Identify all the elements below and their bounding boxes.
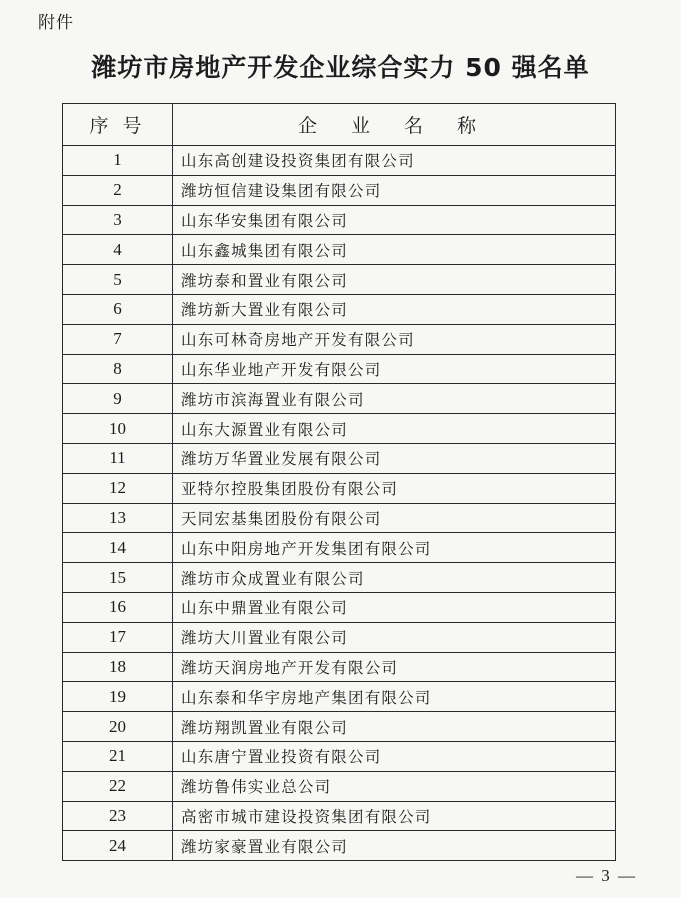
- row-sequence-number: 6: [63, 294, 173, 324]
- row-company-name: 山东中阳房地产开发集团有限公司: [173, 533, 616, 563]
- row-sequence-number: 10: [63, 414, 173, 444]
- row-sequence-number: 9: [63, 384, 173, 414]
- page-title: 潍坊市房地产开发企业综合实力 50 强名单: [91, 53, 590, 82]
- table-row: [63, 146, 616, 176]
- ranking-table: [62, 103, 616, 861]
- table-row: [63, 294, 616, 324]
- header-sequence-number: 序 号: [63, 104, 173, 146]
- header-company-name: 企 业 名 称: [173, 104, 616, 146]
- row-company-name: 潍坊恒信建设集团有限公司: [173, 175, 616, 205]
- table-row: [63, 801, 616, 831]
- table-row: [63, 324, 616, 354]
- table-row: [63, 771, 616, 801]
- row-company-name: 山东大源置业有限公司: [173, 414, 616, 444]
- row-sequence-number: 19: [63, 682, 173, 712]
- row-company-name: 山东华业地产开发有限公司: [173, 354, 616, 384]
- table-row: [63, 354, 616, 384]
- table-row: [63, 712, 616, 742]
- row-company-name: 高密市城市建设投资集团有限公司: [173, 801, 616, 831]
- table-row: [63, 503, 616, 533]
- row-sequence-number: 23: [63, 801, 173, 831]
- table-row: [63, 384, 616, 414]
- row-company-name: 山东可林奇房地产开发有限公司: [173, 324, 616, 354]
- table-row: [63, 741, 616, 771]
- table-row: [63, 622, 616, 652]
- row-company-name: 天同宏基集团股份有限公司: [173, 503, 616, 533]
- row-sequence-number: 21: [63, 741, 173, 771]
- table-row: [63, 473, 616, 503]
- row-sequence-number: 16: [63, 592, 173, 622]
- row-sequence-number: 12: [63, 473, 173, 503]
- table-row: [63, 265, 616, 295]
- row-company-name: 山东鑫城集团有限公司: [173, 235, 616, 265]
- row-company-name: 潍坊泰和置业有限公司: [173, 265, 616, 295]
- row-sequence-number: 15: [63, 563, 173, 593]
- table-row: [63, 831, 616, 861]
- row-company-name: 潍坊翔凯置业有限公司: [173, 712, 616, 742]
- row-sequence-number: 7: [63, 324, 173, 354]
- row-company-name: 潍坊家豪置业有限公司: [173, 831, 616, 861]
- row-sequence-number: 24: [63, 831, 173, 861]
- row-sequence-number: 4: [63, 235, 173, 265]
- table-row: [63, 682, 616, 712]
- row-company-name: 潍坊万华置业发展有限公司: [173, 443, 616, 473]
- table-row: [63, 443, 616, 473]
- attachment-label: 附件: [38, 13, 74, 33]
- row-sequence-number: 18: [63, 652, 173, 682]
- row-company-name: 山东高创建设投资集团有限公司: [173, 146, 616, 176]
- row-sequence-number: 20: [63, 712, 173, 742]
- table-row: [63, 652, 616, 682]
- row-company-name: 潍坊市众成置业有限公司: [173, 563, 616, 593]
- row-company-name: 山东泰和华宇房地产集团有限公司: [173, 682, 616, 712]
- row-sequence-number: 14: [63, 533, 173, 563]
- page-number: — 3 —: [576, 866, 637, 885]
- table-row: [63, 592, 616, 622]
- row-sequence-number: 3: [63, 205, 173, 235]
- row-sequence-number: 1: [63, 146, 173, 176]
- row-sequence-number: 17: [63, 622, 173, 652]
- table-row: [63, 533, 616, 563]
- row-company-name: 潍坊天润房地产开发有限公司: [173, 652, 616, 682]
- row-company-name: 山东唐宁置业投资有限公司: [173, 741, 616, 771]
- row-company-name: 潍坊新大置业有限公司: [173, 294, 616, 324]
- table-row: [63, 563, 616, 593]
- row-sequence-number: 2: [63, 175, 173, 205]
- table-header-row: [63, 104, 616, 146]
- row-sequence-number: 11: [63, 443, 173, 473]
- table-row: [63, 175, 616, 205]
- row-company-name: 潍坊市滨海置业有限公司: [173, 384, 616, 414]
- row-company-name: 山东中鼎置业有限公司: [173, 592, 616, 622]
- row-company-name: 潍坊鲁伟实业总公司: [173, 771, 616, 801]
- row-company-name: 潍坊大川置业有限公司: [173, 622, 616, 652]
- row-sequence-number: 22: [63, 771, 173, 801]
- row-sequence-number: 5: [63, 265, 173, 295]
- row-company-name: 亚特尔控股集团股份有限公司: [173, 473, 616, 503]
- row-sequence-number: 13: [63, 503, 173, 533]
- row-sequence-number: 8: [63, 354, 173, 384]
- table-row: [63, 414, 616, 444]
- row-company-name: 山东华安集团有限公司: [173, 205, 616, 235]
- table-row: [63, 235, 616, 265]
- table-body: [63, 146, 616, 861]
- table-row: [63, 205, 616, 235]
